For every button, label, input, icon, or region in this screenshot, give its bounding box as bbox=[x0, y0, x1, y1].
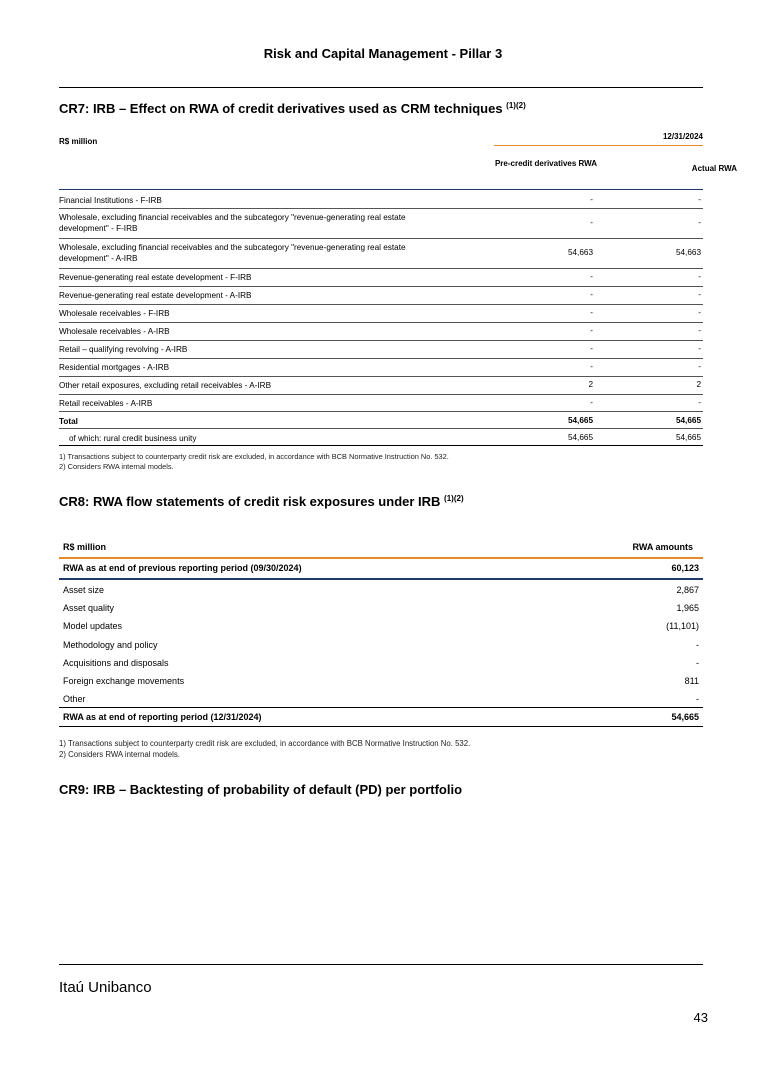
cr7-row-pre-rwa: - bbox=[590, 290, 593, 299]
cr8-row-value: 1,965 bbox=[676, 603, 699, 614]
cr7-row-divider bbox=[59, 376, 703, 377]
cr8-row-value: 2,867 bbox=[676, 585, 699, 595]
cr8-row-value: - bbox=[696, 657, 699, 668]
cr8-row-value: (11,101) bbox=[666, 621, 699, 632]
cr8-title bbox=[59, 494, 464, 509]
cr7-row-pre-rwa: - bbox=[590, 272, 593, 281]
cr7-row-actual-rwa: - bbox=[698, 290, 701, 299]
cr7-row-label: Other retail exposures, excluding retail receivables - A-IRB bbox=[59, 381, 272, 390]
cr8-start-value: 60,123 bbox=[671, 563, 699, 573]
cr7-col1-header: Pre-credit derivatives RWA bbox=[494, 159, 598, 168]
cr7-row-pre-rwa: - bbox=[590, 308, 593, 317]
cr8-row-label: Asset quality bbox=[63, 603, 115, 614]
cr7-row-actual-rwa: - bbox=[698, 344, 701, 353]
cr8-title-sup: (1)(2) bbox=[444, 494, 464, 503]
cr8-col-header: RWA amounts bbox=[632, 542, 693, 552]
cr7-row-label: Revenue-generating real estate development - A-IRB bbox=[59, 291, 252, 300]
cr7-row-label: Retail receivables - A-IRB bbox=[59, 399, 153, 408]
cr7-title bbox=[59, 101, 526, 116]
cr7-row-pre-rwa: 54,663 bbox=[567, 248, 593, 257]
page-header-title: Risk and Capital Management - Pillar 3 bbox=[263, 46, 503, 61]
cr7-title-sup: (1)(2) bbox=[506, 101, 526, 110]
cr8-note-1: 1) Transactions subject to counterparty credit risk are excluded, in accordance with BCB Normative Instruction No. 532. bbox=[59, 739, 471, 748]
cr7-note-1: 1) Transactions subject to counterparty credit risk are excluded, in accordance with BCB Normative Instruction No. 532. bbox=[59, 452, 449, 461]
cr8-note-2: 2) Considers RWA internal models. bbox=[59, 750, 180, 759]
footer-rule bbox=[59, 964, 703, 965]
cr7-row-label: Wholesale, excluding financial receivables and the subcategory "revenue-generating real estate development" - F-IRB bbox=[59, 213, 406, 233]
cr7-row-label: Wholesale receivables - A-IRB bbox=[59, 327, 170, 336]
cr8-end-value: 54,665 bbox=[671, 712, 699, 722]
cr7-note-2: 2) Considers RWA internal models. bbox=[59, 462, 174, 471]
cr7-row-divider bbox=[59, 268, 703, 269]
cr7-row-label: Wholesale receivables - F-IRB bbox=[59, 309, 170, 318]
cr8-row-label: Foreign exchange movements bbox=[63, 676, 185, 686]
cr7-row-label: Residential mortgages - A-IRB bbox=[59, 363, 170, 372]
cr7-row-divider bbox=[59, 238, 703, 239]
cr7-unit: R$ million bbox=[59, 137, 98, 146]
cr8-row-label: Other bbox=[63, 694, 86, 705]
cr7-row-actual-rwa: 2 bbox=[696, 380, 701, 389]
cr8-end-rule-bottom bbox=[59, 726, 703, 727]
cr7-total-label: Total bbox=[59, 417, 78, 426]
page-number: 43 bbox=[693, 1010, 708, 1025]
cr8-notes bbox=[59, 738, 470, 760]
cr7-row-pre-rwa: - bbox=[590, 362, 593, 371]
cr7-row-pre-rwa: 2 bbox=[588, 380, 593, 389]
cr8-end-label: RWA as at end of reporting period (12/31/2024) bbox=[63, 712, 262, 722]
cr7-row-pre-rwa: - bbox=[590, 195, 593, 204]
cr7-date: 12/31/2024 bbox=[662, 132, 703, 141]
cr7-row-pre-rwa: - bbox=[590, 218, 593, 227]
cr7-row-label: Wholesale, excluding financial receivables and the subcategory "revenue-generating real estate development" - A-IRB bbox=[59, 243, 406, 263]
cr7-row-divider bbox=[59, 208, 703, 209]
cr8-row-value: - bbox=[696, 639, 699, 650]
cr7-row-label: Financial Institutions - F-IRB bbox=[59, 196, 162, 205]
cr7-of-which-label: of which: rural credit business unity bbox=[69, 434, 197, 443]
cr7-row-divider bbox=[59, 358, 703, 359]
cr8-row-value: - bbox=[696, 694, 699, 705]
cr7-row-label: Revenue-generating real estate development - F-IRB bbox=[59, 273, 252, 282]
cr7-row-divider bbox=[59, 322, 703, 323]
cr7-row-actual-rwa: - bbox=[698, 326, 701, 335]
cr7-row-pre-rwa: - bbox=[590, 344, 593, 353]
cr7-row-actual-rwa: - bbox=[698, 398, 701, 407]
cr8-title-text: CR8: RWA flow statements of credit risk exposures under IRB bbox=[59, 494, 441, 509]
cr7-row-divider bbox=[59, 340, 703, 341]
footer-brand: Itaú Unibanco bbox=[59, 979, 152, 996]
cr7-row-actual-rwa: - bbox=[698, 218, 701, 227]
cr7-total-pre-rwa: 54,665 bbox=[567, 416, 593, 425]
cr8-start-label: RWA as at end of previous reporting period (09/30/2024) bbox=[63, 563, 302, 573]
cr7-of-which-pre-rwa: 54,665 bbox=[567, 433, 593, 442]
cr8-row-label: Acquisitions and disposals bbox=[63, 657, 169, 668]
cr8-end-rule-top bbox=[59, 707, 703, 708]
cr7-row-actual-rwa: - bbox=[698, 195, 701, 204]
cr8-unit: R$ million bbox=[63, 542, 107, 552]
cr8-row-value: 811 bbox=[684, 676, 699, 686]
cr7-row-actual-rwa: 54,663 bbox=[675, 248, 701, 257]
cr7-row-label: Retail – qualifying revolving - A-IRB bbox=[59, 345, 188, 354]
cr7-col2-header: Actual RWA bbox=[691, 164, 737, 173]
cr7-date-rule bbox=[494, 145, 703, 146]
cr7-header-rule bbox=[59, 189, 703, 190]
cr8-navy-rule bbox=[59, 578, 703, 580]
cr7-row-actual-rwa: - bbox=[698, 308, 701, 317]
cr9-title: CR9: IRB – Backtesting of probability of default (PD) per portfolio bbox=[59, 782, 463, 797]
cr7-row-pre-rwa: - bbox=[590, 398, 593, 407]
cr7-of-which-actual-rwa: 54,665 bbox=[675, 433, 701, 442]
cr7-bottom-rule bbox=[59, 445, 703, 446]
cr7-row-actual-rwa: - bbox=[698, 272, 701, 281]
cr7-row-divider bbox=[59, 411, 703, 412]
cr7-title-text: CR7: IRB – Effect on RWA of credit derivatives used as CRM techniques bbox=[59, 101, 503, 116]
cr8-row-label: Model updates bbox=[63, 621, 123, 632]
cr7-notes bbox=[59, 452, 449, 472]
cr8-orange-rule bbox=[59, 557, 703, 559]
cr7-row-pre-rwa: - bbox=[590, 326, 593, 335]
cr7-row-divider bbox=[59, 394, 703, 395]
cr7-total-actual-rwa: 54,665 bbox=[675, 416, 701, 425]
cr7-row-divider bbox=[59, 304, 703, 305]
header-rule bbox=[59, 87, 703, 88]
cr8-row-label: Asset size bbox=[63, 585, 105, 595]
cr8-row-label: Methodology and policy bbox=[63, 639, 158, 650]
cr7-row-actual-rwa: - bbox=[698, 362, 701, 371]
cr7-total-divider bbox=[59, 428, 703, 429]
cr7-row-divider bbox=[59, 286, 703, 287]
